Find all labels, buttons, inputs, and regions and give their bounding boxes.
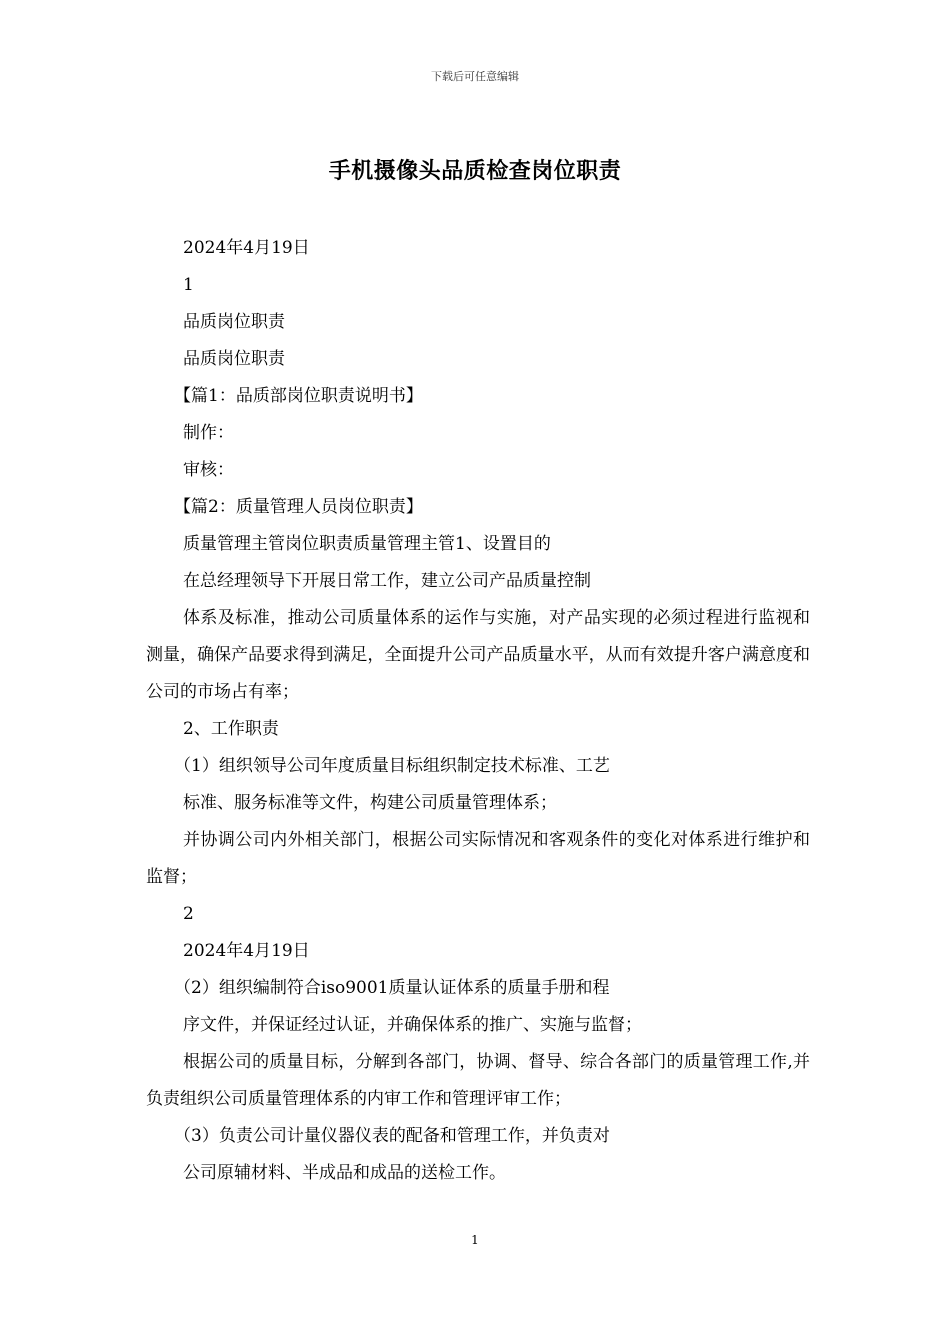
paragraph: （2）组织编制符合iso9001质量认证体系的质量手册和程 bbox=[174, 978, 610, 998]
paragraph: 根据公司的质量目标，分解到各部门，协调、督导、综合各部门的质量管理工作,并负责组织公司质量管理体系的内审工作和管理评审工作； bbox=[146, 1052, 810, 1109]
paragraph: 公司原辅材料、半成品和成品的送检工作。 bbox=[183, 1163, 506, 1183]
paragraph: 质量管理主管岗位职责质量管理主管1、设置目的 bbox=[183, 534, 551, 554]
paragraph: 2、工作职责 bbox=[183, 719, 279, 739]
paragraph: （3）负责公司计量仪器仪表的配备和管理工作，并负责对 bbox=[174, 1126, 610, 1146]
paragraph: 序文件，并保证经过认证，并确保体系的推广、实施与监督； bbox=[183, 1015, 642, 1035]
paragraph: 体系及标准，推动公司质量体系的运作与实施，对产品实现的必须过程进行监视和测量，确保产品要求得到满足，全面提升公司产品质量水平，从而有效提升客户满意度和公司的市场占有率； bbox=[146, 608, 810, 702]
section-heading: 【篇2：质量管理人员岗位职责】 bbox=[174, 497, 423, 517]
paragraph: 品质岗位职责 bbox=[183, 349, 285, 369]
paragraph: 并协调公司内外相关部门，根据公司实际情况和客观条件的变化对体系进行维护和监督； bbox=[146, 830, 810, 887]
paragraph: 品质岗位职责 bbox=[183, 312, 285, 332]
document-body bbox=[146, 230, 810, 1192]
date-line: 2024年4月19日 bbox=[183, 941, 310, 961]
paragraph: 审核： bbox=[183, 460, 234, 480]
header-note: 下载后可任意编辑 bbox=[431, 70, 519, 83]
paragraph: （1）组织领导公司年度质量目标组织制定技术标准、工艺 bbox=[174, 756, 610, 776]
paragraph: 制作： bbox=[183, 423, 234, 443]
document-title: 手机摄像头品质检查岗位职责 bbox=[328, 158, 622, 184]
page-marker: 2 bbox=[183, 904, 194, 924]
paragraph: 在总经理领导下开展日常工作，建立公司产品质量控制 bbox=[183, 571, 591, 591]
page-marker: 1 bbox=[183, 275, 194, 295]
paragraph: 标准、服务标准等文件，构建公司质量管理体系； bbox=[183, 793, 557, 813]
section-heading: 【篇1：品质部岗位职责说明书】 bbox=[174, 386, 423, 406]
date-line: 2024年4月19日 bbox=[183, 238, 310, 258]
page-number: 1 bbox=[471, 1233, 479, 1247]
